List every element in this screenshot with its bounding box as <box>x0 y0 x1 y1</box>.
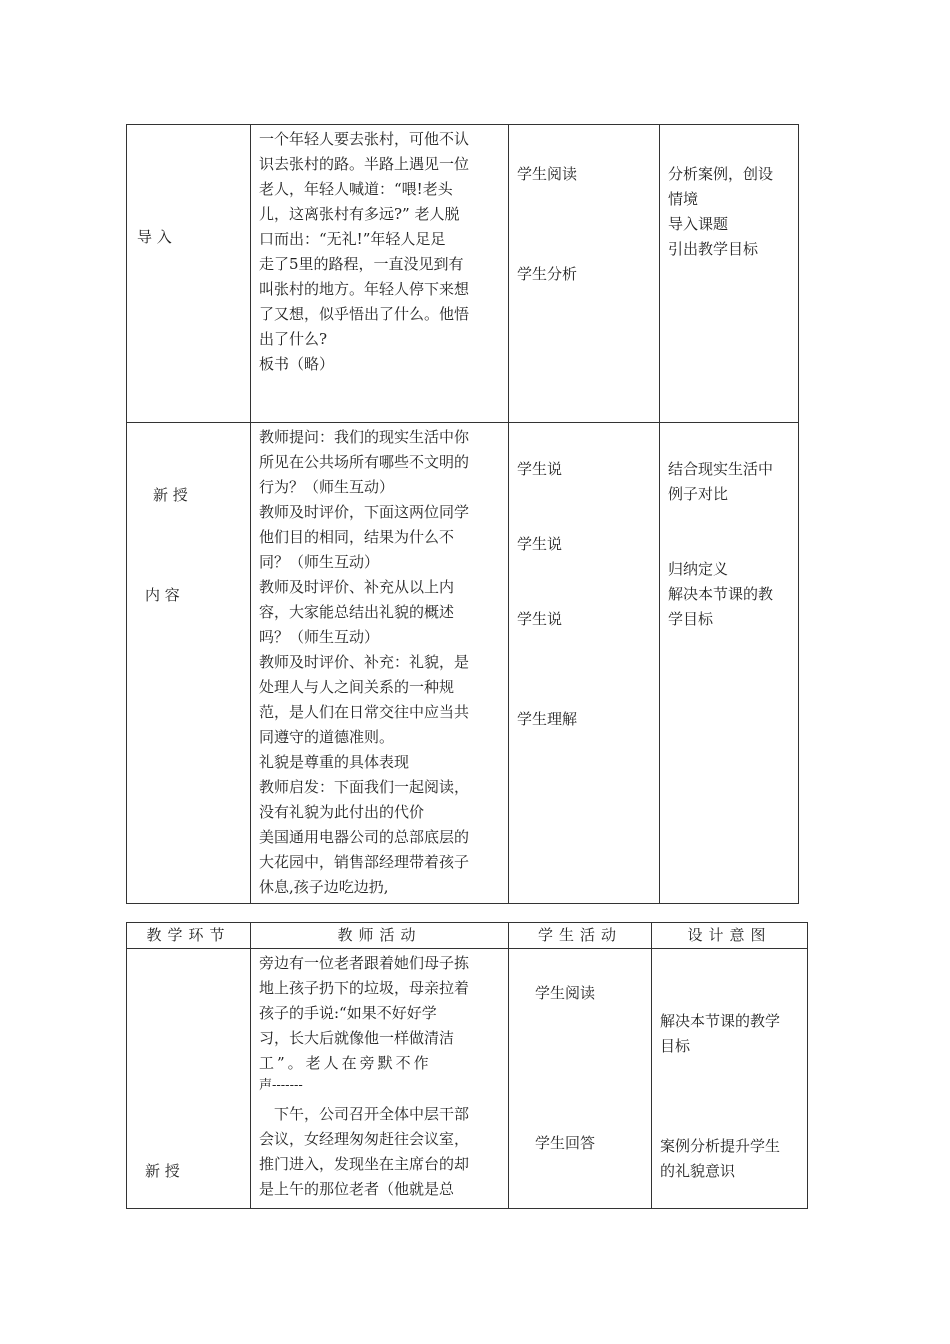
header-teacher: 教师活动 <box>251 923 509 949</box>
teacher-line: 旁边有一位老者跟着她们母子拣 <box>259 954 470 972</box>
design-intent-new <box>660 423 799 904</box>
header-intent: 设计意图 <box>652 923 808 949</box>
intent-item: 的礼貌意识 <box>660 1162 736 1180</box>
teacher-line: 识去张村的路。半路上遇见一位 <box>259 155 470 173</box>
teacher-activity-new-2 <box>251 949 509 1209</box>
table-row-new <box>127 423 799 904</box>
teacher-line: 教师及时评价，下面这两位同学 <box>259 503 470 521</box>
teacher-line: 孩子的手说:“如果不好好学 <box>259 1004 437 1022</box>
student-activity-new <box>509 423 660 904</box>
teacher-line: 范，是人们在日常交往中应当共 <box>259 703 470 721</box>
design-intent-new-2 <box>652 949 808 1209</box>
table-row-new-2 <box>127 949 808 1209</box>
teacher-line: 他们目的相同，结果为什么不 <box>259 528 455 546</box>
teacher-line: 老人，年轻人喊道：“喂!老头 <box>259 180 453 198</box>
intent-item: 引出教学目标 <box>668 240 759 258</box>
stage-label-new-a: 新 授 <box>153 486 188 504</box>
teacher-line: 教师及时评价、补充：礼貌，是 <box>259 653 470 671</box>
header-stage: 教学环节 <box>127 923 251 949</box>
teacher-line: 会议，女经理匆匆赶往会议室， <box>259 1130 470 1148</box>
lesson-table-1 <box>126 124 799 904</box>
teacher-line: 板书（略） <box>259 355 335 373</box>
stage-label-intro: 导 入 <box>137 228 172 246</box>
teacher-line: 行为？（师生互动） <box>259 478 395 496</box>
lesson-table-2 <box>126 922 808 1209</box>
student-item: 学生理解 <box>517 710 578 728</box>
teacher-line: 走了5里的路程，一直没见到有 <box>259 255 464 273</box>
student-activity-intro <box>509 125 660 423</box>
stage-label-new-2: 新 授 <box>145 1162 180 1180</box>
teacher-line: 出了什么? <box>259 330 328 348</box>
teacher-line: 美国通用电器公司的总部底层的 <box>259 828 470 846</box>
teacher-activity-intro <box>251 125 509 423</box>
teacher-line: 同遵守的道德准则。 <box>259 728 395 746</box>
stage-cell-new-2 <box>127 949 251 1209</box>
teacher-line: 教师及时评价、补充从以上内 <box>259 578 455 596</box>
stage-cell-intro <box>127 125 251 423</box>
stage-cell-new <box>127 423 251 904</box>
teacher-line: 容，大家能总结出礼貌的概述 <box>259 603 455 621</box>
student-item: 学生分析 <box>517 265 578 283</box>
teacher-line: 休息,孩子边吃边扔, <box>259 878 389 896</box>
student-item: 学生说 <box>517 535 563 553</box>
student-activity-new-2 <box>509 949 652 1209</box>
student-item: 学生说 <box>517 460 563 478</box>
teacher-line: 推门进入，发现坐在主席台的却 <box>259 1155 470 1173</box>
teacher-activity-new <box>251 423 509 904</box>
teacher-line: 地上孩子扔下的垃圾，母亲拉着 <box>259 979 470 997</box>
teacher-line: 习，长大后就像他一样做清洁 <box>259 1029 455 1047</box>
student-item: 学生回答 <box>535 1134 596 1152</box>
intent-item: 导入课题 <box>668 215 729 233</box>
intent-item: 案例分析提升学生 <box>660 1137 781 1155</box>
teacher-line: 教师提问：我们的现实生活中你 <box>259 428 470 446</box>
teacher-line: 叫张村的地方。年轻人停下来想 <box>259 280 470 298</box>
teacher-line: 口而出：“无礼!”年轻人足足 <box>259 230 446 248</box>
teacher-line: 礼貌是尊重的具体表现 <box>259 753 410 771</box>
intent-item: 归纳定义 <box>668 560 729 578</box>
intent-item: 例子对比 <box>668 485 729 503</box>
teacher-line: 大花园中，销售部经理带着孩子 <box>259 853 470 871</box>
intent-item: 解决本节课的教 <box>668 585 774 603</box>
intent-item: 结合现实生活中 <box>668 460 774 478</box>
teacher-line: 吗？（师生互动） <box>259 628 380 646</box>
intent-item: 学目标 <box>668 610 714 628</box>
teacher-line: 同？（师生互动） <box>259 553 380 571</box>
teacher-line: 处理人与人之间关系的一种规 <box>259 678 455 696</box>
header-student: 学生活动 <box>509 923 652 949</box>
teacher-line: 了又想，似乎悟出了什么。他悟 <box>259 305 470 323</box>
intent-item: 解决本节课的教学 <box>660 1012 781 1030</box>
teacher-line: 教师启发：下面我们一起阅读， <box>259 778 470 796</box>
table-row-intro <box>127 125 799 423</box>
teacher-line: 儿，这离张村有多远?” 老人脱 <box>259 205 460 223</box>
student-item: 学生阅读 <box>517 165 578 183</box>
teacher-line: 下午，公司召开全体中层干部 <box>274 1105 470 1123</box>
intent-item: 目标 <box>660 1037 691 1055</box>
stage-label-new-b: 内 容 <box>145 586 180 604</box>
teacher-line: 工”。老人在旁默不作 <box>259 1054 432 1072</box>
teacher-line: 所见在公共场所有哪些不文明的 <box>259 453 470 471</box>
student-item: 学生说 <box>517 610 563 628</box>
student-item: 学生阅读 <box>535 984 596 1002</box>
intent-item: 情境 <box>668 190 699 208</box>
design-intent-intro <box>660 125 799 423</box>
intent-item: 分析案例，创设 <box>668 165 774 183</box>
teacher-line: 声------- <box>259 1078 303 1093</box>
teacher-line: 是上午的那位老者（他就是总 <box>259 1180 455 1198</box>
table-header-row <box>127 923 808 949</box>
teacher-line: 一个年轻人要去张村，可他不认 <box>259 130 470 148</box>
teacher-line: 没有礼貌为此付出的代价 <box>259 803 425 821</box>
